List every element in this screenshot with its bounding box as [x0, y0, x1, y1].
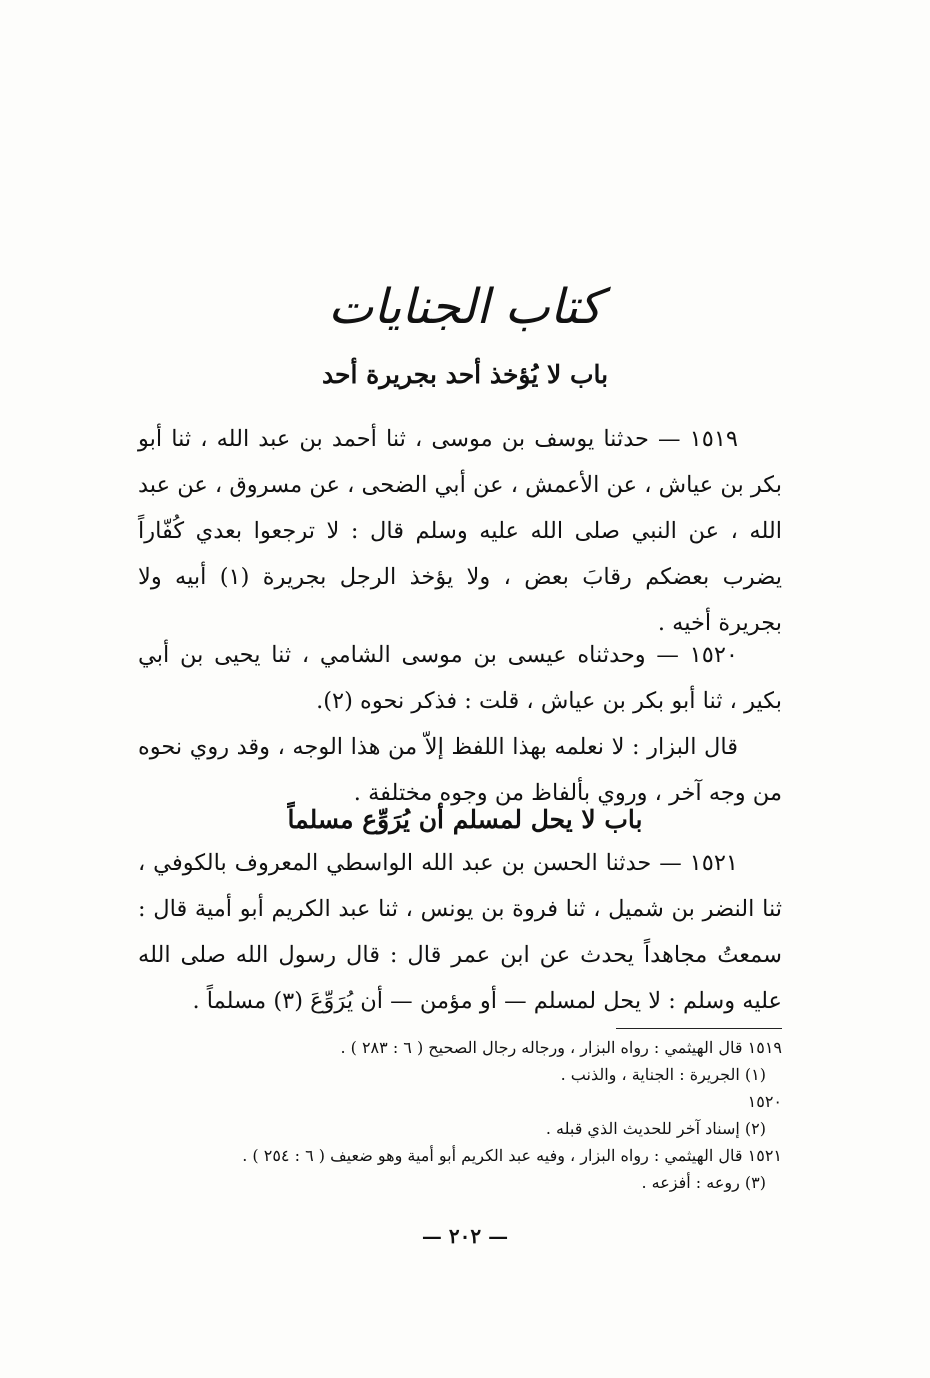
- book-title: كتاب الجنايات: [328, 279, 602, 335]
- footnote-1519: ١٥١٩ قال الهيثمي : رواه البزار ، ورجاله رجال الصحيح ( ٦ : ٢٨٣ ) .: [340, 1038, 782, 1057]
- footnote-2: (٢) إسناد آخر للحديث الذي قبله .: [545, 1119, 766, 1138]
- hadith-1521: ١٥٢١ — حدثنا الحسن بن عبد الله الواسطي المعروف بالكوفي ، ثنا النضر بن شميل ، ثنا فروة بن يونس ، ثنا عبد الكريم أبو أمية قال : سمعتُ مجاهداً يحدث عن ابن عمر قال : قال رسول الله صلى الله عليه وسلم : لا يحل لمسلم — أو مؤمن — أن يُرَوِّعَ (٣) مسلماً .: [138, 850, 782, 1014]
- footnote-3: (٣) روعه : أفزعه .: [641, 1173, 766, 1192]
- hadith-1519: ١٥١٩ — حدثنا يوسف بن موسى ، ثنا أحمد بن عبد الله ، ثنا أبو بكر بن عياش ، عن الأعمش ، عن أبي الضحى ، عن مسروق ، عن عبد الله ، عن النبي صلى الله عليه وسلم قال : لا ترجعوا بعدي كُفّاراً يضرب بعضكم رقابَ بعض ، ولا يؤخذ الرجل بجريرة (١) أبيه ولا بجريرة أخيه .: [138, 426, 782, 636]
- footnote-divider: [616, 1028, 782, 1029]
- footnote-1521: ١٥٢١ قال الهيثمي : رواه البزار ، وفيه عبد الكريم أبو أمية وهو ضعيف ( ٦ : ٢٥٤ ) .: [242, 1146, 782, 1165]
- footnotes: [118, 1034, 782, 1196]
- footnote-1520: ١٥٢٠: [747, 1092, 782, 1111]
- hadith-1520-block: [138, 632, 782, 816]
- hadith-1521-block: [138, 840, 782, 1024]
- hadith-1519-block: [138, 416, 782, 646]
- chapter-title-2: باب لا يحل لمسلم أن يُرَوِّع مسلماً: [287, 805, 643, 834]
- page-number: — ٢٠٢ —: [421, 1224, 509, 1248]
- hadith-1520: ١٥٢٠ — وحدثناه عيسى بن موسى الشامي ، ثنا يحيى بن أبي بكير ، ثنا أبو بكر بن عياش ، قلت : فذكر نحوه (٢).: [138, 642, 782, 714]
- footnote-1: (١) الجريرة : الجناية ، والذنب .: [560, 1065, 766, 1084]
- bazzar-comment: قال البزار : لا نعلمه بهذا اللفظ إلاّ من هذا الوجه ، وقد روي نحوه من وجه آخر ، وروي بألفاظ من وجوه مختلفة .: [138, 734, 782, 806]
- chapter-title-1: باب لا يُؤخذ أحد بجريرة أحد: [321, 360, 609, 389]
